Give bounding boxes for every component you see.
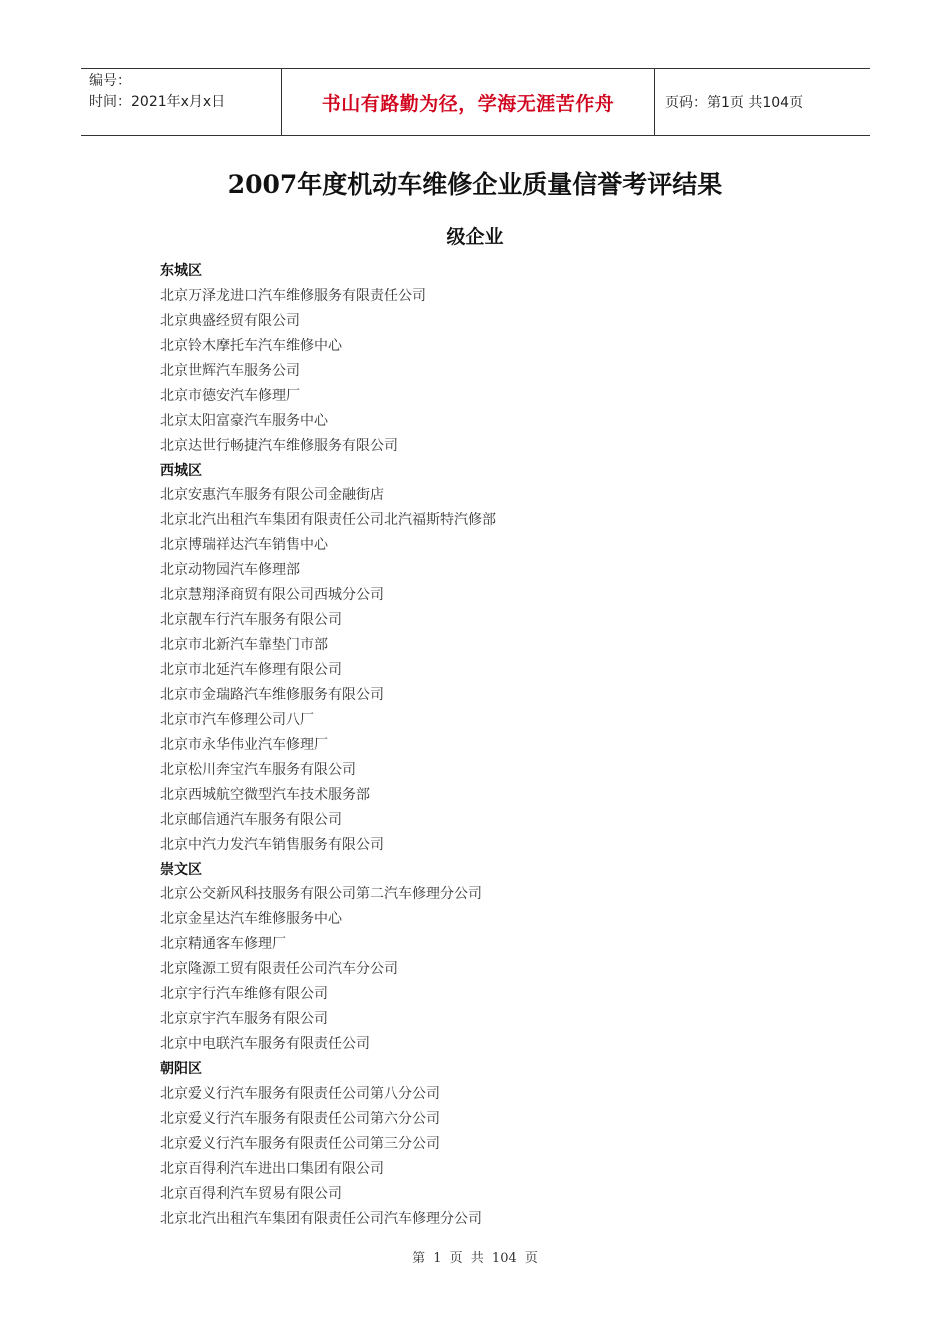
company-item: 北京慧翔泽商贸有限公司西城分公司 [160,587,384,604]
header-page-info: 页码：第1页 共104页 [665,95,804,111]
company-item: 北京精通客车修理厂 [160,936,286,953]
document-title: 2007年度机动车维修企业质量信誉考评结果 [227,170,723,199]
serial-number-label: 编号： [89,73,131,89]
company-item: 北京宇行汽车维修有限公司 [160,986,328,1003]
company-item: 北京中汽力发汽车销售服务有限公司 [160,836,384,853]
header-left-cell [81,69,281,135]
company-item: 北京百得利汽车贸易有限公司 [160,1185,342,1202]
document-header [81,68,870,136]
header-middle-cell [281,69,655,135]
company-item: 北京松川奔宝汽车服务有限公司 [160,761,356,778]
company-item: 北京达世行畅捷汽车维修服务有限公司 [160,437,398,454]
header-right-cell [655,69,870,135]
company-item: 北京中电联汽车服务有限责任公司 [160,1036,370,1053]
company-item: 北京典盛经贸有限公司 [160,312,300,329]
company-item: 北京北汽出租汽车集团有限责任公司北汽福斯特汽修部 [160,512,496,529]
company-item: 北京安惠汽车服务有限公司金融街店 [160,487,384,504]
company-item: 北京公交新风科技服务有限公司第二汽车修理分公司 [160,886,482,903]
company-item: 北京市金瑞路汽车维修服务有限公司 [160,686,384,703]
company-item: 北京爱义行汽车服务有限责任公司第八分公司 [160,1085,440,1102]
company-list [160,259,860,1232]
company-item: 北京太阳富豪汽车服务中心 [160,412,328,429]
company-item: 北京百得利汽车进出口集团有限公司 [160,1160,384,1177]
company-item: 北京西城航空微型汽车技术服务部 [160,786,370,803]
company-item: 北京铃木摩托车汽车维修中心 [160,337,342,354]
page-footer: 第 1 页 共 104 页 [412,1251,538,1266]
document-subtitle: 级企业 [446,226,504,248]
district-heading: 东城区 [160,263,202,279]
company-item: 北京爱义行汽车服务有限责任公司第六分公司 [160,1110,440,1127]
district-heading: 崇文区 [160,861,202,878]
company-item: 北京万泽龙进口汽车维修服务有限责任公司 [160,287,426,304]
company-item: 北京动物园汽车修理部 [160,562,300,579]
company-item: 北京京宇汽车服务有限公司 [160,1011,328,1028]
company-item: 北京金星达汽车维修服务中心 [160,911,342,928]
district-heading: 西城区 [160,462,202,479]
company-item: 北京市永华伟业汽车修理厂 [160,736,328,753]
company-item: 北京靓车行汽车服务有限公司 [160,612,342,629]
company-item: 北京博瑞祥达汽车销售中心 [160,537,328,554]
company-item: 北京市汽车修理公司八厂 [160,711,314,728]
company-item: 北京爱义行汽车服务有限责任公司第三分公司 [160,1135,440,1152]
company-item: 北京北汽出租汽车集团有限责任公司汽车修理分公司 [160,1210,482,1227]
company-item: 北京邮信通汽车服务有限公司 [160,811,342,828]
company-item: 北京市北新汽车靠垫门市部 [160,637,328,654]
district-heading: 朝阳区 [160,1061,202,1077]
company-item: 北京世辉汽车服务公司 [160,362,300,379]
company-item: 北京市德安汽车修理厂 [160,387,300,404]
company-item: 北京市北延汽车修理有限公司 [160,662,342,678]
motto-text: 书山有路勤为径，学海无涯苦作舟 [321,92,615,115]
company-item: 北京隆源工贸有限责任公司汽车分公司 [160,961,398,978]
time-label: 时间：2021年x月x日 [89,94,226,110]
